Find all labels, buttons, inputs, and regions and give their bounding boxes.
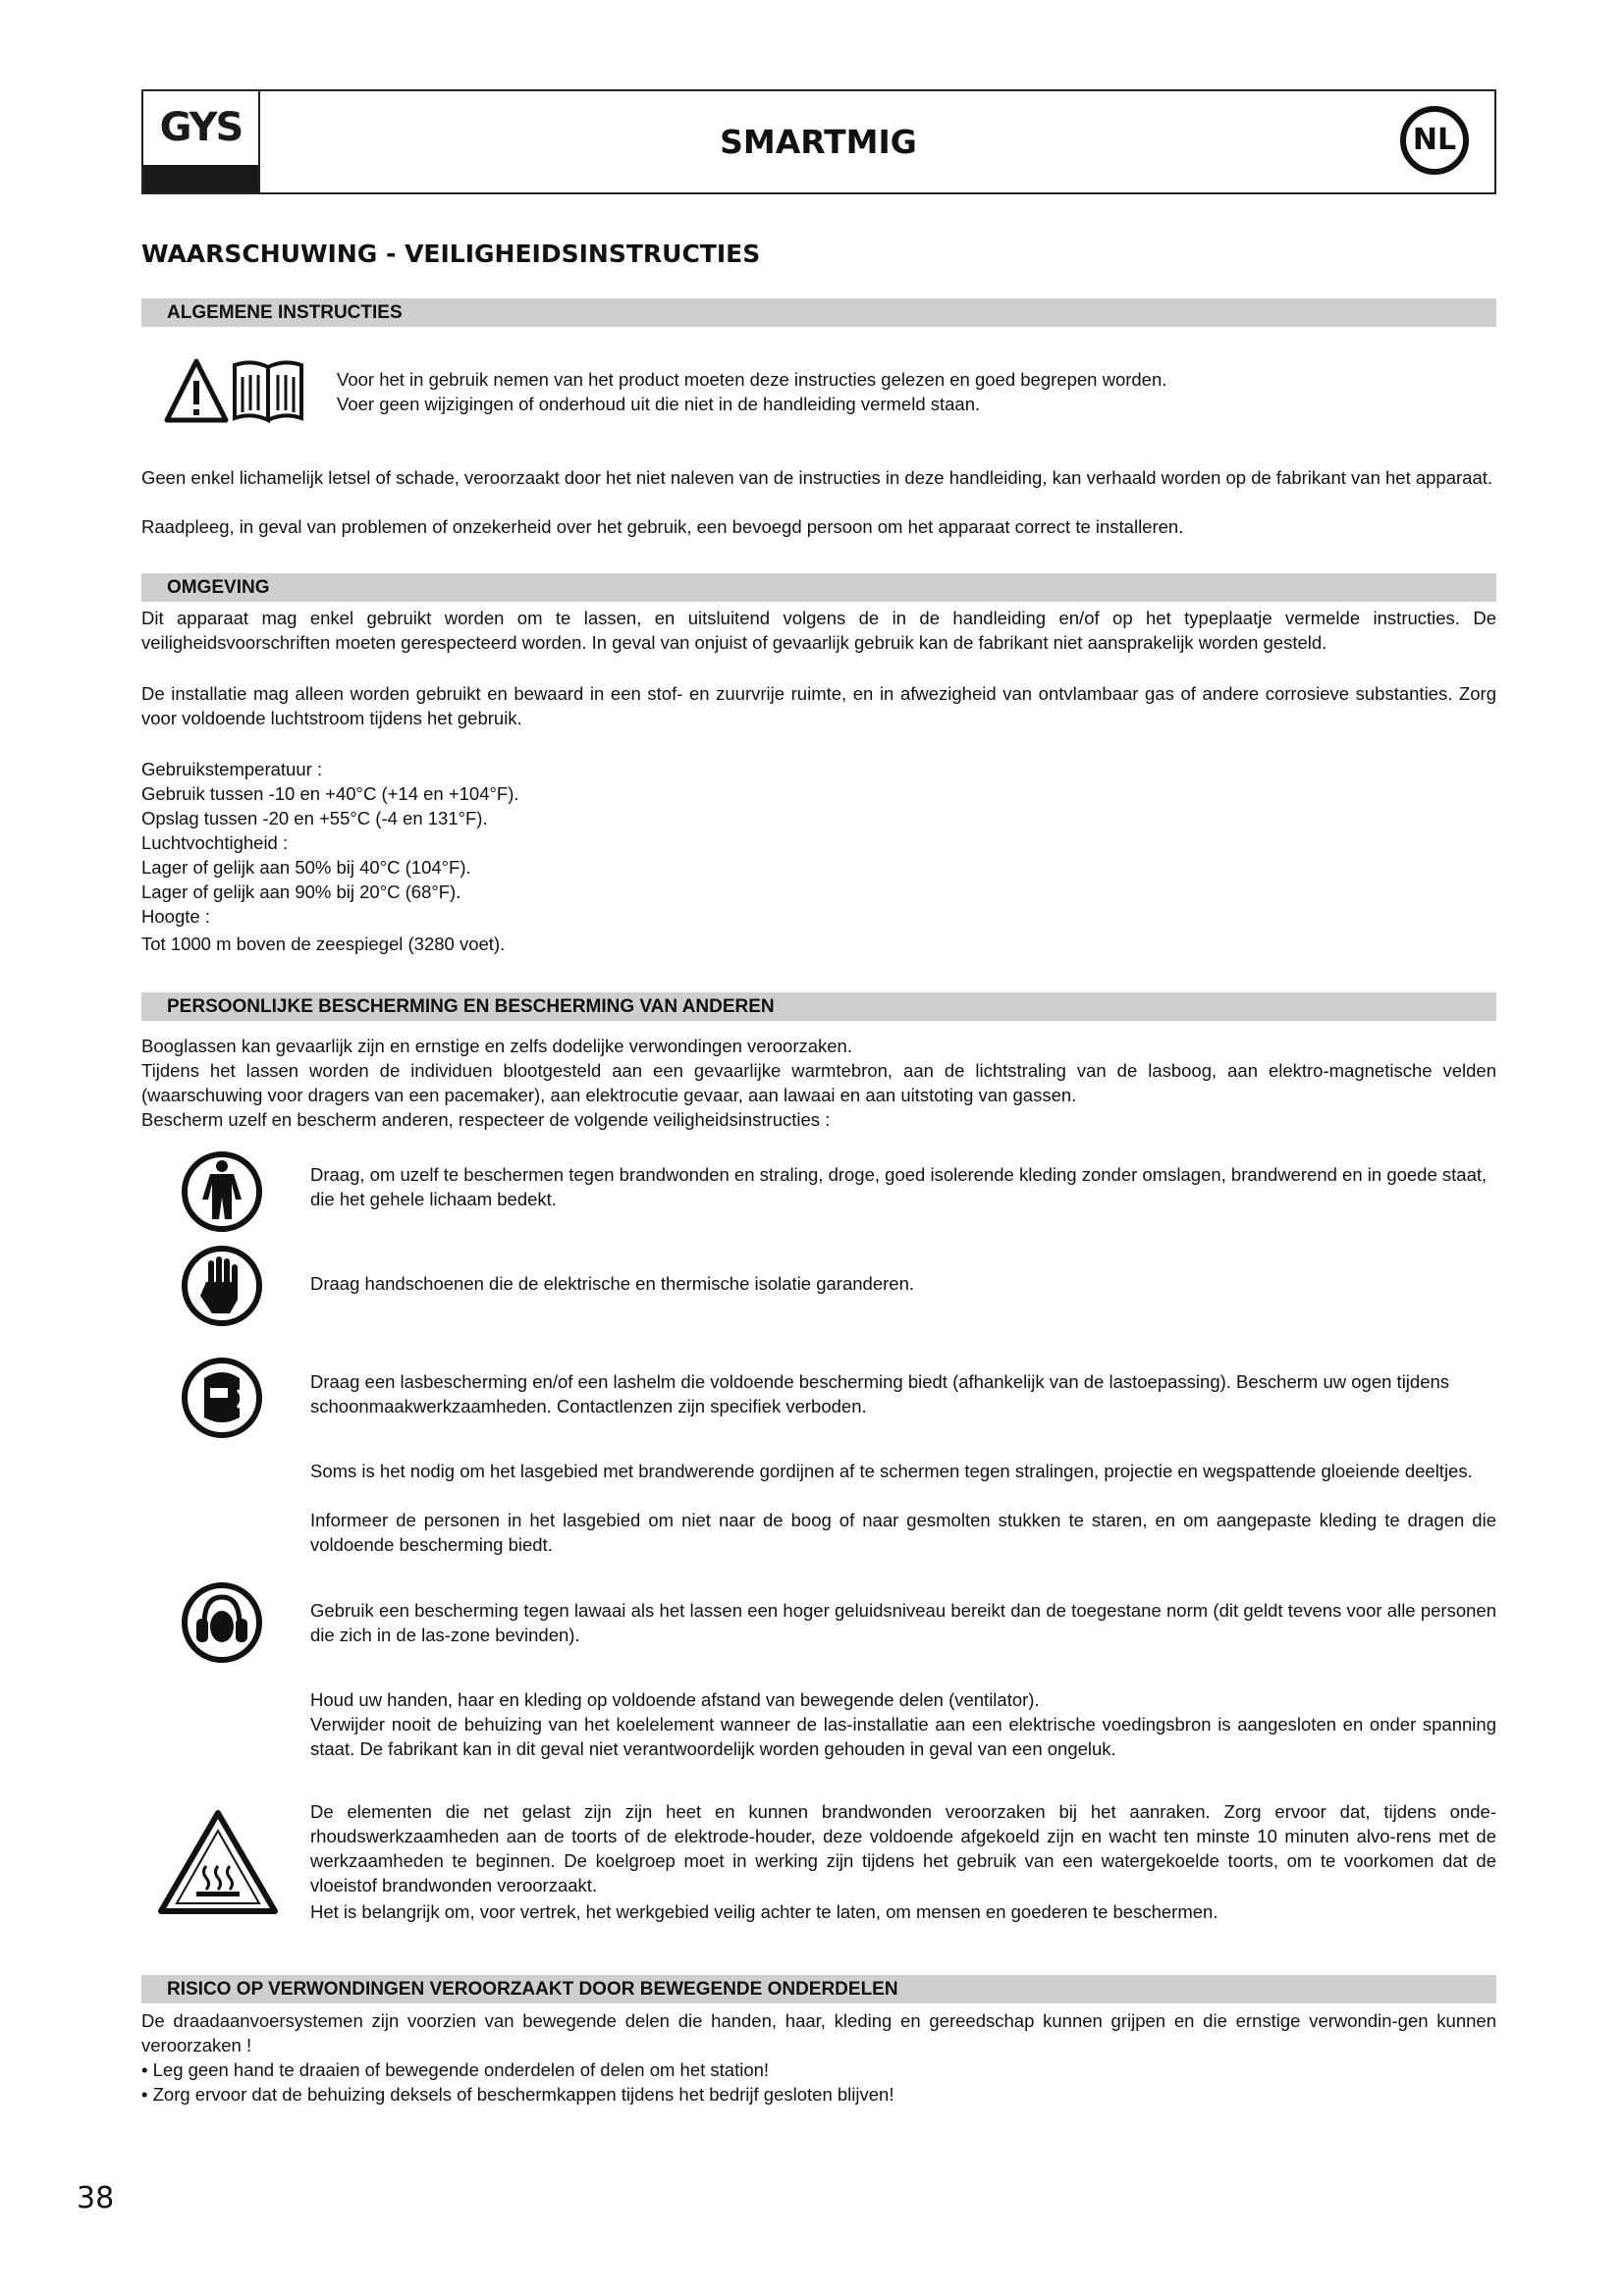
spec-line: Gebruikstemperatuur : [141, 759, 323, 779]
section-header-bescherming: PERSOONLIJKE BESCHERMING EN BESCHERMING VAN ANDEREN [141, 992, 1496, 1021]
item-hot-text-2: Het is belangrijk om, voor vertrek, het werkgebied veilig achter te laten, om mensen en goederen te beschermen. [310, 1901, 1218, 1922]
document-header [141, 89, 1496, 194]
omgeving-paragraph-2: De installatie mag alleen worden gebruikt en bewaard in een stof- en zuurvrije ruimte, en in afwezigheid van ontvlambaar gas of andere corrosieve substanties. Zorg voor voldoende luchtstroom tijdens het gebruik. [141, 683, 1496, 728]
algemene-paragraph-2: Raadpleeg, in geval van problemen of onzekerheid over het gebruik, een bevoegd persoon om het apparaat correct te installeren. [141, 516, 1184, 537]
bescherming-intro-1: Booglassen kan gevaarlijk zijn en ernstige en zelfs dodelijke verwondingen veroorzaken. [141, 1036, 852, 1056]
spec-line: Hoogte : [141, 906, 210, 927]
section-header-omgeving: OMGEVING [141, 573, 1496, 602]
item-noise-text: Gebruik een bescherming tegen lawaai als het lassen een hoger geluidsniveau bereikt dan de toegestane norm (dit geldt tevens voor alle personen die zich in de las-zone bevinden). [310, 1600, 1496, 1645]
section-header-algemene: ALGEMENE INSTRUCTIES [141, 298, 1496, 327]
logo-text: GYS [159, 105, 243, 150]
spec-line: Gebruik tussen -10 en +40°C (+14 en +104°F). [141, 783, 519, 804]
ear-protection-icon [181, 1581, 263, 1664]
language-badge: NL [1400, 106, 1469, 175]
item-hot-text-1: De elementen die net gelast zijn zijn heet en kunnen brandwonden veroorzaken bij het aanraken. Zorg ervoor dat, tijdens onde-rhoudswerkzaamheden aan de toorts of de elektrode-houder, deze voldoende afgekoeld zijn en wacht ten minste 10 minuten alvo-rens met de werkzaamheden te beginnen. De koelgroep moet in werking zijn tijdens het gebruik van een watergekoelde toorts, om te voorkomen dat de vloeistof brandwonden veroorzaakt. [310, 1801, 1496, 1896]
spec-line: Opslag tussen -20 en +55°C (-4 en 131°F). [141, 808, 488, 828]
algemene-icon-text-1: Voor het in gebruik nemen van het product moeten deze instructies gelezen en goed begrepen worden. [337, 369, 1167, 390]
gloves-icon [181, 1245, 263, 1327]
protective-clothing-icon [181, 1150, 263, 1233]
document-title: SMARTMIG [720, 123, 917, 161]
bescherming-intro-3: Bescherm uzelf en bescherm anderen, respecteer de volgende veiligheidsinstructies : [141, 1109, 831, 1130]
item-clothing-text: Draag, om uzelf te beschermen tegen brandwonden en straling, droge, goed isolerende kleding zonder omslagen, brandwerend en in goede staat, die het gehele lichaam bedekt. [310, 1164, 1488, 1209]
spec-line: Lager of gelijk aan 90% bij 20°C (68°F). [141, 881, 461, 902]
item-curtains-text-1: Soms is het nodig om het lasgebied met brandwerende gordijnen af te schermen tegen stralingen, projectie en wegspattende gloeiende deeltjes. [310, 1461, 1473, 1481]
welding-helmet-icon [181, 1357, 263, 1439]
item-hands-text-1: Houd uw handen, haar en kleding op voldoende afstand van bewegende delen (ventilator). [310, 1689, 1040, 1710]
gys-logo [143, 91, 260, 192]
risico-bullet-2: • Zorg ervoor dat de behuizing deksels of beschermkappen tijdens het bedrijf gesloten blijven! [141, 2084, 894, 2105]
warning-manual-icon [164, 357, 307, 426]
algemene-paragraph-1: Geen enkel lichamelijk letsel of schade, veroorzaakt door het niet naleven van de instructies in deze handleiding, kan verhaald worden op de fabrikant van het apparaat. [141, 467, 1493, 488]
item-curtains-text-2: Informeer de personen in het lasgebied om niet naar de boog of naar gesmolten stukken te staren, en om aangepaste kleding te dragen die voldoende bescherming biedt. [310, 1510, 1496, 1555]
hot-surface-warning-icon [157, 1809, 279, 1915]
logo-bar [143, 165, 258, 192]
risico-bullet-1: • Leg geen hand te draaien of bewegende onderdelen of delen om het station! [141, 2059, 770, 2080]
spec-line: Lager of gelijk aan 50% bij 40°C (104°F). [141, 857, 471, 878]
bescherming-intro-2: Tijdens het lassen worden de individuen blootgesteld aan een gevaarlijke warmtebron, aan de lichtstraling van de lasboog, aan elektro-magnetische velden (waarschuwing voor dragers van een pacemaker), aan elektrocutie gevaar, aan lawaai en aan uitstoting van gassen. [141, 1060, 1496, 1105]
page-heading: WAARSCHUWING - VEILIGHEIDSINSTRUCTIES [141, 240, 761, 268]
item-gloves-text: Draag handschoenen die de elektrische en thermische isolatie garanderen. [310, 1273, 914, 1294]
page-number: 38 [77, 2181, 115, 2216]
section-header-risico: RISICO OP VERWONDINGEN VEROORZAAKT DOOR BEWEGENDE ONDERDELEN [141, 1975, 1496, 2003]
risico-paragraph-1: De draadaanvoersystemen zijn voorzien van bewegende delen die handen, haar, kleding en gereedschap kunnen grijpen en die ernstige verwondin-gen kunnen veroorzaken ! [141, 2010, 1496, 2056]
spec-line: Luchtvochtigheid : [141, 832, 289, 853]
spec-line: Tot 1000 m boven de zeespiegel (3280 voet). [141, 934, 506, 954]
omgeving-paragraph-1: Dit apparaat mag enkel gebruikt worden om te lassen, en uitsluitend volgens de in de handleiding en/of op het typeplaatje vermelde instructies. De veiligheidsvoorschriften moeten gerespecteerd worden. In geval van onjuist of gevaarlijk gebruik kan de fabrikant niet aansprakelijk worden gesteld. [141, 608, 1496, 653]
algemene-icon-text-2: Voer geen wijzigingen of onderhoud uit die niet in de handleiding vermeld staan. [337, 394, 981, 414]
item-helmet-text: Draag een lasbescherming en/of een lashelm die voldoende bescherming biedt (afhankelijk van de lastoepassing). Bescherm uw ogen tijdens schoonmaakwerkzaamheden. Contactlenzen zijn specifiek verboden. [310, 1371, 1450, 1416]
item-hands-text-2: Verwijder nooit de behuizing van het koelelement wanneer de las-installatie aan een elektrische voedingsbron is aangesloten en onder spanning staat. De fabrikant kan in dit geval niet verantwoordelijk worden gehouden in geval van een ongeluk. [310, 1714, 1496, 1759]
